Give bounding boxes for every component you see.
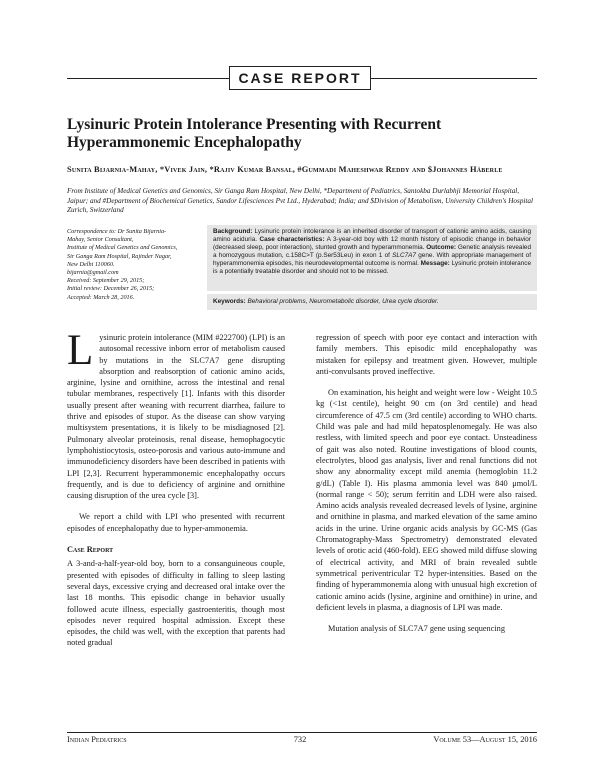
case-report-banner [229, 66, 371, 90]
abstract-gene-name: SLC7A7 [392, 252, 416, 260]
author-affiliations: From Institute of Medical Genetics and Genomics, Sir Ganga Ram Hospital, New Delhi, *Department of Pediatrics, Santokba Durlabhji Memorial Hospital, Jaipur; and #Department of Biochemical Genetics, Sandor Lifesciences Pvt Ltd., Hyderabad; India; and $Division of Metabolism, University Children's Hospital Zurich, Switzerland [67, 187, 533, 215]
body-column-right [316, 332, 537, 644]
abstract-case-text: A 3-year-old boy with 12 month history of episodic change in behavior (decreased sleep, poor interaction), stunted growth and hyperammonemia. [213, 236, 531, 252]
correspondence-email[interactable]: bijarnia@gmail.com [67, 269, 119, 277]
journal-name: Indian Pediatrics [67, 735, 127, 744]
abstract-box [207, 225, 537, 291]
case-history-paragraph: A 3-and-a-half-year-old boy, born to a consanguineous couple, presented with episodes of difficulty in falling to sleep lasting several days, excessive crying and decreased oral intake over the last 18 months. This episodic change in behavior usually followed acute illness, especially gastroenteritis, though most episodes never required hospital admission. Except these episodes, the child was well, with the exception that parents had noted gradual [67, 559, 285, 648]
correspondence-line: Sir Ganga Ram Hospital, Rajinder Nagar, [67, 252, 172, 260]
abstract-outcome-text: Genetic analysis revealed a homozygous mutation, c.158C>T (p.Ser53Leu) in exon 1 of [213, 244, 532, 260]
footer-rule [67, 732, 537, 733]
abstract-case-label: Case characteristics: [259, 236, 325, 244]
correspondence-line: Correspondence to: Dr Sunita Bijarnia- [67, 228, 167, 235]
page-number: 732 [293, 735, 307, 744]
body-column-left [67, 327, 285, 659]
keywords-text: Behavioral problems, Neurometabolic disorder, Urea cycle disorder. [245, 298, 439, 305]
abstract-outcome-text-2: gene. With appropriate management of hyperammonemia episodes, his neurodevelopmental outcome is normal. [213, 252, 531, 268]
drop-cap: L [67, 327, 94, 374]
intro-paragraph [67, 327, 285, 501]
keywords-box [207, 294, 537, 310]
correspondence-block [67, 228, 191, 302]
report-summary-paragraph: We report a child with LPI who presented with recurrent episodes of encephalopathy due to hyper-ammonemia. [67, 512, 285, 533]
intro-text: ysinuric protein intolerance (MIM #222700) (LPI) is an autosomal recessive inborn error of metabolism caused by mutations in the SLC7A7 gene disrupting absorption and reabsorption of cationic amino acids, arginine, lysine and ornithine, across the intestinal and renal tubular membranes, respectively [1]. Infants with this disorder usually present after weaning with recurrent diarrhea, failure to thrive and episodes of stupor. As the disease can show varying multisystem presentations, it is likely to be misdiagnosed [2]. Pulmonary alveolar proteinosis, renal disease, hemophagocytic lymphohistiocytosis, osteo-porosis and various auto-immune and immunodeficiency disorders have been described in patients with LPI [2,3]. Recurrent hyperammonemic encephalopathy occurs frequently, and is due to deficiency of arginine and ornithine causing disruption of the urea cycle [3]. [67, 333, 285, 501]
examination-paragraph: On examination, his height and weight were low - Weight 10.5 kg (<1st centile), height 90 cm (on 3rd centile) and head circumference of 47.5 cm (3rd centile) according to WHO charts. Child was pale and had mild hepatosplenomegaly. He was also restless, with limited speech and poor eye contact. Unsteadiness of gait was also noted. Routine investigations of blood counts, electrolytes, blood gas analysis, liver and renal functions did not show any abnormality except mild anemia (hemoglobin 11.2 g/dL) (Table I). His plasma ammonia level was 840 μmol/L (normal range < 50); serum ferritin and LDH were also raised. Amino acids analysis revealed decreased levels of lysine, arginine and ornithine in plasma, and marked elevation of the same amino acids in the urine. Urine organic acids analysis by GC-MS (Gas Chromatography-Mass Spectrometry) demonstrated elevated levels of orotic acid (460-fold). EEG showed mild diffuse slowing of electrical activity, and MRI of brain revealed subtle symmetrical periventricular T2 hyper-intensities. Based on the finding of hyperammonemia along with unusual high excretion of cationic amino acids (lysine, arginine and ornithine) in urine, and deficient levels in plasma, a diagnosis of LPI was made. [316, 388, 537, 612]
banner-rule-left [67, 78, 229, 79]
correspondence-line: Institute of Medical Genetics and Genomics, [67, 244, 178, 252]
abstract-message-label: Message: [420, 260, 450, 268]
keywords-label: Keywords: [213, 298, 246, 305]
banner-rule-right [371, 78, 537, 79]
received-date: Received: September 29, 2015; [67, 277, 145, 285]
abstract-background-text: Lysinuric protein intolerance is an inherited disorder of transport of cationic amino acids, causing amino aciduria. [213, 228, 531, 244]
mutation-analysis-paragraph: Mutation analysis of SLC7A7 gene using sequencing [328, 624, 505, 634]
article-title: Lysinuric Protein Intolerance Presenting with Recurrent Hyperammonemic Encephalopathy [67, 116, 442, 151]
abstract-message-text: Lysinuric protein intolerance is a potentially treatable disorder and should not to be missed. [213, 260, 532, 276]
correspondence-line: Mahay, Senior Consultant, [67, 236, 134, 244]
author-list: Sunita Bijarnia-Mahay, *Vivek Jain, *Rajiv Kumar Bansal, #Gummadi Maheshwar Reddy and $Johannes Häberle [67, 165, 503, 174]
case-history-continued: regression of speech with poor eye contact and interaction with family members. This episodic mild encephalopathy was mistaken for epilepsy and treatment given. However, multiple anti-convulsants proved ineffective. [316, 333, 537, 376]
abstract-outcome-label: Outcome: [426, 244, 457, 252]
banner-label: CASE REPORT [238, 70, 362, 86]
abstract-background-label: Background: [213, 228, 253, 235]
correspondence-line: New Delhi 110060. [67, 260, 115, 268]
review-date: Initial review: December 26, 2015; [67, 285, 155, 293]
section-heading-case-report: Case Report [67, 545, 114, 555]
volume-date: Volume 53—August 15, 2016 [433, 735, 537, 744]
accepted-date: Accepted: March 28, 2016. [67, 293, 135, 301]
